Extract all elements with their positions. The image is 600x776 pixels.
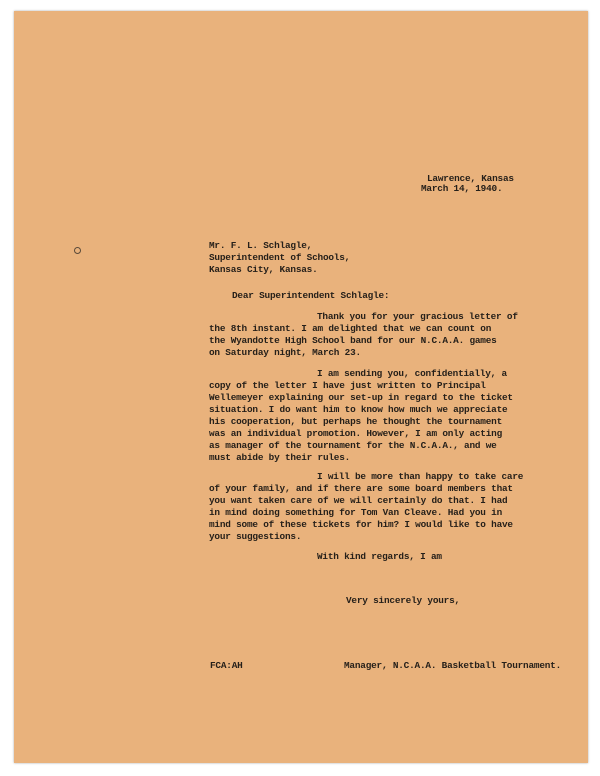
paragraph-3-line-5: mind some of these tickets for him? I would like to have xyxy=(209,519,513,530)
paragraph-3-line-2: of your family, and if there are some board members that xyxy=(209,483,513,494)
closing-remark: With kind regards, I am xyxy=(317,551,442,562)
salutation: Dear Superintendent Schlagle: xyxy=(232,290,390,301)
recipient-city: Kansas City, Kansas. xyxy=(209,264,318,275)
letter-date: March 14, 1940. xyxy=(421,183,503,194)
paragraph-1-line-4: on Saturday night, March 23. xyxy=(209,347,361,358)
paragraph-1-line-3: the Wyandotte High School band for our N.C.A.A. games xyxy=(209,335,497,346)
paragraph-2-line-4: situation. I do want him to know how much we appreciate xyxy=(209,404,508,415)
paragraph-2-line-1: I am sending you, confidentially, a xyxy=(317,368,507,379)
paragraph-3-line-6: your suggestions. xyxy=(209,531,302,542)
paragraph-2-line-7: as manager of the tournament for the N.C.A.A., and we xyxy=(209,440,497,451)
punch-hole xyxy=(74,247,81,254)
paragraph-3-line-1: I will be more than happy to take care xyxy=(317,471,524,482)
recipient-name: Mr. F. L. Schlagle, xyxy=(209,240,313,251)
paragraph-2-line-5: his cooperation, but perhaps he thought the tournament xyxy=(209,416,502,427)
paragraph-2-line-6: was an individual promotion. However, I am only acting xyxy=(209,428,502,439)
paragraph-2-line-3: Wellemeyer explaining our set-up in regard to the ticket xyxy=(209,392,513,403)
paragraph-3-line-3: you want taken care of we will certainly do that. I had xyxy=(209,495,508,506)
paragraph-3-line-4: in mind doing something for Tom Van Cleave. Had you in xyxy=(209,507,502,518)
typist-initials: FCA:AH xyxy=(210,660,243,671)
paragraph-1-line-1: Thank you for your gracious letter of xyxy=(317,311,518,322)
paragraph-2-line-8: must abide by their rules. xyxy=(209,452,351,463)
signature-title: Manager, N.C.A.A. Basketball Tournament. xyxy=(344,660,562,671)
closing: Very sincerely yours, xyxy=(346,595,460,606)
letter-place: Lawrence, Kansas xyxy=(427,173,514,184)
paragraph-1-line-2: the 8th instant. I am delighted that we can count on xyxy=(209,323,492,334)
paragraph-2-line-2: copy of the letter I have just written to Principal xyxy=(209,380,486,391)
recipient-title: Superintendent of Schools, xyxy=(209,252,351,263)
